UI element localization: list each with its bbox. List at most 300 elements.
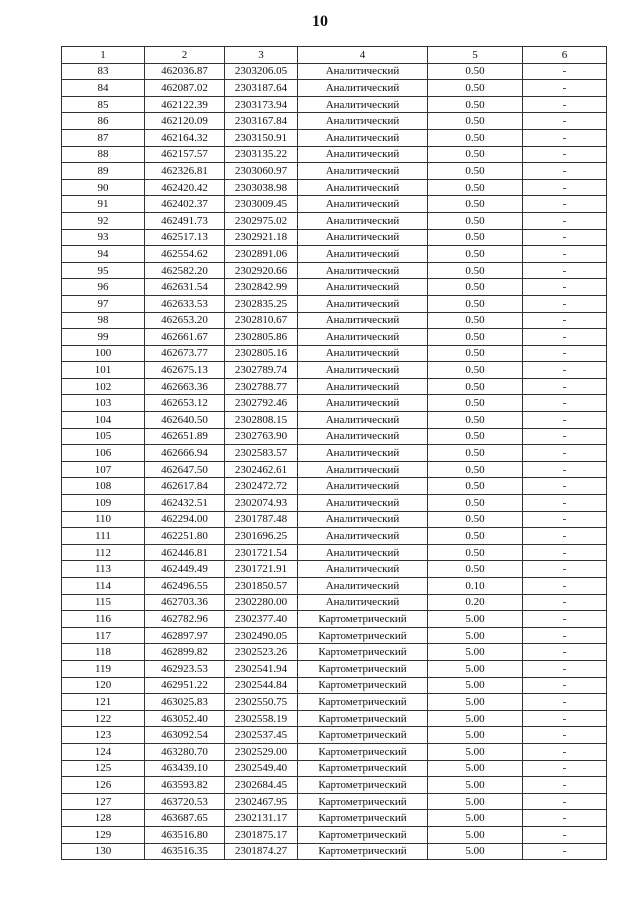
cell-y: 2302805.16	[225, 345, 298, 362]
cell-y: 2301721.91	[225, 561, 298, 578]
cell-y: 2302788.77	[225, 378, 298, 395]
cell-accuracy: 0.50	[428, 163, 523, 180]
header-cell-method: 4	[298, 47, 428, 64]
cell-x: 462120.09	[145, 113, 225, 130]
cell-point-number: 96	[62, 279, 145, 296]
cell-y: 2302074.93	[225, 495, 298, 512]
cell-method: Картометрический	[298, 644, 428, 661]
table-row	[62, 677, 607, 694]
cell-description: -	[523, 395, 607, 412]
table-row	[62, 445, 607, 462]
cell-point-number: 106	[62, 445, 145, 462]
cell-accuracy: 0.50	[428, 312, 523, 329]
cell-x: 462446.81	[145, 544, 225, 561]
cell-x: 463516.35	[145, 843, 225, 860]
cell-y: 2302808.15	[225, 412, 298, 429]
cell-accuracy: 5.00	[428, 611, 523, 628]
cell-description: -	[523, 378, 607, 395]
cell-method: Аналитический	[298, 63, 428, 80]
cell-accuracy: 0.50	[428, 345, 523, 362]
cell-accuracy: 5.00	[428, 627, 523, 644]
cell-y: 2302472.72	[225, 478, 298, 495]
table-body	[62, 63, 607, 860]
cell-method: Аналитический	[298, 129, 428, 146]
cell-description: -	[523, 163, 607, 180]
cell-method: Картометрический	[298, 826, 428, 843]
cell-method: Аналитический	[298, 378, 428, 395]
table-row	[62, 163, 607, 180]
cell-description: -	[523, 428, 607, 445]
cell-method: Картометрический	[298, 694, 428, 711]
table-row	[62, 777, 607, 794]
cell-method: Аналитический	[298, 96, 428, 113]
cell-method: Аналитический	[298, 146, 428, 163]
cell-method: Аналитический	[298, 445, 428, 462]
cell-method: Аналитический	[298, 461, 428, 478]
cell-point-number: 103	[62, 395, 145, 412]
cell-y: 2302763.90	[225, 428, 298, 445]
cell-x: 462653.20	[145, 312, 225, 329]
cell-x: 462675.13	[145, 362, 225, 379]
cell-description: -	[523, 528, 607, 545]
cell-x: 462496.55	[145, 578, 225, 595]
cell-y: 2301787.48	[225, 511, 298, 528]
cell-y: 2301850.57	[225, 578, 298, 595]
header-cell-description: 6	[523, 47, 607, 64]
table-row	[62, 660, 607, 677]
cell-y: 2302377.40	[225, 611, 298, 628]
cell-accuracy: 0.50	[428, 378, 523, 395]
header-cell-y: 3	[225, 47, 298, 64]
cell-point-number: 101	[62, 362, 145, 379]
cell-accuracy: 0.50	[428, 113, 523, 130]
cell-point-number: 84	[62, 80, 145, 97]
cell-x: 462617.84	[145, 478, 225, 495]
cell-x: 462640.50	[145, 412, 225, 429]
cell-point-number: 129	[62, 826, 145, 843]
cell-accuracy: 5.00	[428, 644, 523, 661]
header-row	[62, 47, 607, 64]
cell-point-number: 107	[62, 461, 145, 478]
cell-method: Картометрический	[298, 727, 428, 744]
cell-y: 2301696.25	[225, 528, 298, 545]
cell-accuracy: 0.50	[428, 478, 523, 495]
cell-x: 462582.20	[145, 262, 225, 279]
cell-accuracy: 0.50	[428, 129, 523, 146]
cell-method: Аналитический	[298, 329, 428, 346]
cell-x: 462897.97	[145, 627, 225, 644]
cell-accuracy: 0.50	[428, 428, 523, 445]
cell-method: Аналитический	[298, 594, 428, 611]
cell-description: -	[523, 793, 607, 810]
table-row	[62, 196, 607, 213]
cell-y: 2302975.02	[225, 212, 298, 229]
cell-y: 2303038.98	[225, 179, 298, 196]
cell-x: 463280.70	[145, 743, 225, 760]
cell-method: Картометрический	[298, 710, 428, 727]
cell-accuracy: 0.50	[428, 96, 523, 113]
cell-description: -	[523, 329, 607, 346]
cell-point-number: 108	[62, 478, 145, 495]
cell-method: Картометрический	[298, 760, 428, 777]
cell-x: 463687.65	[145, 810, 225, 827]
cell-description: -	[523, 727, 607, 744]
cell-x: 462449.49	[145, 561, 225, 578]
header-cell-point-number: 1	[62, 47, 145, 64]
cell-accuracy: 0.50	[428, 495, 523, 512]
table-row	[62, 528, 607, 545]
cell-description: -	[523, 312, 607, 329]
cell-point-number: 88	[62, 146, 145, 163]
table-row	[62, 312, 607, 329]
cell-description: -	[523, 295, 607, 312]
table-row	[62, 826, 607, 843]
cell-description: -	[523, 627, 607, 644]
table-row	[62, 627, 607, 644]
cell-accuracy: 5.00	[428, 743, 523, 760]
table-row	[62, 843, 607, 860]
cell-point-number: 99	[62, 329, 145, 346]
cell-accuracy: 0.50	[428, 179, 523, 196]
cell-point-number: 119	[62, 660, 145, 677]
cell-method: Аналитический	[298, 395, 428, 412]
cell-y: 2302549.40	[225, 760, 298, 777]
cell-description: -	[523, 63, 607, 80]
table-row	[62, 378, 607, 395]
cell-point-number: 109	[62, 495, 145, 512]
cell-point-number: 85	[62, 96, 145, 113]
cell-accuracy: 5.00	[428, 727, 523, 744]
table-row	[62, 461, 607, 478]
cell-point-number: 123	[62, 727, 145, 744]
cell-description: -	[523, 743, 607, 760]
cell-x: 462703.36	[145, 594, 225, 611]
cell-method: Картометрический	[298, 743, 428, 760]
table-row	[62, 80, 607, 97]
cell-y: 2302529.00	[225, 743, 298, 760]
cell-point-number: 124	[62, 743, 145, 760]
cell-x: 463025.83	[145, 694, 225, 711]
cell-x: 462251.80	[145, 528, 225, 545]
cell-y: 2302583.57	[225, 445, 298, 462]
cell-point-number: 110	[62, 511, 145, 528]
cell-y: 2302523.26	[225, 644, 298, 661]
cell-accuracy: 0.50	[428, 295, 523, 312]
table-row	[62, 478, 607, 495]
cell-y: 2302544.84	[225, 677, 298, 694]
cell-accuracy: 5.00	[428, 710, 523, 727]
cell-method: Аналитический	[298, 561, 428, 578]
table-row	[62, 743, 607, 760]
cell-accuracy: 0.50	[428, 196, 523, 213]
cell-accuracy: 0.50	[428, 561, 523, 578]
cell-y: 2302921.18	[225, 229, 298, 246]
table-row	[62, 578, 607, 595]
cell-x: 462661.67	[145, 329, 225, 346]
cell-description: -	[523, 826, 607, 843]
table-row	[62, 810, 607, 827]
cell-x: 462951.22	[145, 677, 225, 694]
cell-method: Картометрический	[298, 660, 428, 677]
cell-method: Аналитический	[298, 495, 428, 512]
cell-y: 2303167.84	[225, 113, 298, 130]
cell-y: 2302835.25	[225, 295, 298, 312]
cell-x: 462087.02	[145, 80, 225, 97]
cell-method: Картометрический	[298, 627, 428, 644]
cell-x: 463092.54	[145, 727, 225, 744]
cell-point-number: 94	[62, 246, 145, 263]
header-cell-accuracy: 5	[428, 47, 523, 64]
cell-point-number: 114	[62, 578, 145, 595]
table-row	[62, 511, 607, 528]
cell-accuracy: 0.50	[428, 544, 523, 561]
cell-accuracy: 0.50	[428, 362, 523, 379]
cell-description: -	[523, 196, 607, 213]
table-row	[62, 793, 607, 810]
cell-description: -	[523, 611, 607, 628]
cell-accuracy: 0.10	[428, 578, 523, 595]
table-row	[62, 179, 607, 196]
cell-method: Аналитический	[298, 428, 428, 445]
cell-method: Аналитический	[298, 163, 428, 180]
cell-y: 2302131.17	[225, 810, 298, 827]
table-row	[62, 96, 607, 113]
cell-description: -	[523, 279, 607, 296]
cell-point-number: 126	[62, 777, 145, 794]
table-row	[62, 710, 607, 727]
cell-y: 2301874.27	[225, 843, 298, 860]
cell-method: Аналитический	[298, 212, 428, 229]
cell-method: Аналитический	[298, 578, 428, 595]
cell-y: 2303173.94	[225, 96, 298, 113]
cell-method: Аналитический	[298, 196, 428, 213]
cell-point-number: 97	[62, 295, 145, 312]
cell-point-number: 95	[62, 262, 145, 279]
table-row	[62, 594, 607, 611]
cell-x: 462036.87	[145, 63, 225, 80]
cell-method: Аналитический	[298, 229, 428, 246]
cell-y: 2302280.00	[225, 594, 298, 611]
table-row	[62, 246, 607, 263]
cell-description: -	[523, 80, 607, 97]
cell-y: 2302462.61	[225, 461, 298, 478]
cell-x: 462631.54	[145, 279, 225, 296]
cell-point-number: 87	[62, 129, 145, 146]
cell-x: 462432.51	[145, 495, 225, 512]
cell-accuracy: 0.50	[428, 395, 523, 412]
table-row	[62, 760, 607, 777]
cell-point-number: 91	[62, 196, 145, 213]
cell-point-number: 98	[62, 312, 145, 329]
cell-description: -	[523, 760, 607, 777]
cell-method: Картометрический	[298, 793, 428, 810]
cell-description: -	[523, 594, 607, 611]
table-row	[62, 644, 607, 661]
cell-point-number: 89	[62, 163, 145, 180]
cell-description: -	[523, 246, 607, 263]
cell-description: -	[523, 113, 607, 130]
cell-accuracy: 0.50	[428, 528, 523, 545]
cell-accuracy: 0.50	[428, 80, 523, 97]
cell-method: Аналитический	[298, 412, 428, 429]
cell-point-number: 83	[62, 63, 145, 80]
cell-y: 2302792.46	[225, 395, 298, 412]
table-row	[62, 694, 607, 711]
cell-y: 2302684.45	[225, 777, 298, 794]
cell-method: Аналитический	[298, 345, 428, 362]
cell-point-number: 115	[62, 594, 145, 611]
cell-point-number: 92	[62, 212, 145, 229]
table-row	[62, 129, 607, 146]
cell-y: 2302842.99	[225, 279, 298, 296]
cell-y: 2303009.45	[225, 196, 298, 213]
cell-accuracy: 5.00	[428, 660, 523, 677]
cell-x: 462122.39	[145, 96, 225, 113]
cell-accuracy: 5.00	[428, 760, 523, 777]
cell-y: 2302810.67	[225, 312, 298, 329]
cell-method: Картометрический	[298, 810, 428, 827]
cell-y: 2302558.19	[225, 710, 298, 727]
cell-x: 463516.80	[145, 826, 225, 843]
cell-x: 463439.10	[145, 760, 225, 777]
cell-description: -	[523, 445, 607, 462]
cell-point-number: 125	[62, 760, 145, 777]
table-row	[62, 345, 607, 362]
cell-y: 2302891.06	[225, 246, 298, 263]
cell-accuracy: 0.50	[428, 511, 523, 528]
table-row	[62, 428, 607, 445]
cell-description: -	[523, 129, 607, 146]
cell-method: Аналитический	[298, 511, 428, 528]
cell-description: -	[523, 777, 607, 794]
cell-point-number: 120	[62, 677, 145, 694]
table-row	[62, 611, 607, 628]
table-row	[62, 295, 607, 312]
cell-description: -	[523, 544, 607, 561]
cell-x: 463720.53	[145, 793, 225, 810]
cell-x: 462673.77	[145, 345, 225, 362]
table-row	[62, 279, 607, 296]
cell-x: 462923.53	[145, 660, 225, 677]
cell-description: -	[523, 694, 607, 711]
cell-y: 2302550.75	[225, 694, 298, 711]
page-number: 10	[312, 13, 328, 30]
cell-description: -	[523, 179, 607, 196]
cell-point-number: 121	[62, 694, 145, 711]
table-row	[62, 561, 607, 578]
cell-x: 462666.94	[145, 445, 225, 462]
cell-point-number: 130	[62, 843, 145, 860]
table-row	[62, 362, 607, 379]
cell-point-number: 118	[62, 644, 145, 661]
cell-method: Аналитический	[298, 295, 428, 312]
cell-accuracy: 5.00	[428, 777, 523, 794]
table-row	[62, 329, 607, 346]
cell-y: 2303187.64	[225, 80, 298, 97]
cell-point-number: 100	[62, 345, 145, 362]
cell-description: -	[523, 495, 607, 512]
cell-method: Аналитический	[298, 279, 428, 296]
table-row	[62, 495, 607, 512]
cell-point-number: 93	[62, 229, 145, 246]
cell-x: 462491.73	[145, 212, 225, 229]
cell-description: -	[523, 212, 607, 229]
cell-method: Картометрический	[298, 843, 428, 860]
coordinates-table	[61, 46, 607, 860]
header-cell-x: 2	[145, 47, 225, 64]
cell-method: Аналитический	[298, 113, 428, 130]
cell-accuracy: 5.00	[428, 843, 523, 860]
cell-description: -	[523, 229, 607, 246]
cell-accuracy: 0.20	[428, 594, 523, 611]
cell-accuracy: 0.50	[428, 412, 523, 429]
cell-accuracy: 5.00	[428, 810, 523, 827]
cell-description: -	[523, 511, 607, 528]
cell-y: 2303206.05	[225, 63, 298, 80]
cell-accuracy: 0.50	[428, 445, 523, 462]
cell-x: 462651.89	[145, 428, 225, 445]
cell-description: -	[523, 362, 607, 379]
cell-y: 2303060.97	[225, 163, 298, 180]
cell-method: Картометрический	[298, 677, 428, 694]
cell-accuracy: 5.00	[428, 793, 523, 810]
cell-point-number: 127	[62, 793, 145, 810]
cell-description: -	[523, 146, 607, 163]
cell-x: 462420.42	[145, 179, 225, 196]
cell-accuracy: 5.00	[428, 677, 523, 694]
cell-description: -	[523, 660, 607, 677]
table-row	[62, 63, 607, 80]
cell-point-number: 116	[62, 611, 145, 628]
cell-x: 462554.62	[145, 246, 225, 263]
cell-y: 2303150.91	[225, 129, 298, 146]
cell-method: Аналитический	[298, 262, 428, 279]
cell-method: Аналитический	[298, 528, 428, 545]
cell-point-number: 113	[62, 561, 145, 578]
table-row	[62, 212, 607, 229]
cell-point-number: 112	[62, 544, 145, 561]
cell-point-number: 122	[62, 710, 145, 727]
cell-description: -	[523, 461, 607, 478]
cell-x: 462294.00	[145, 511, 225, 528]
table-row	[62, 727, 607, 744]
cell-x: 462157.57	[145, 146, 225, 163]
cell-point-number: 128	[62, 810, 145, 827]
cell-description: -	[523, 677, 607, 694]
cell-y: 2302805.86	[225, 329, 298, 346]
cell-y: 2301875.17	[225, 826, 298, 843]
cell-method: Картометрический	[298, 611, 428, 628]
cell-accuracy: 0.50	[428, 63, 523, 80]
cell-method: Аналитический	[298, 246, 428, 263]
cell-x: 462899.82	[145, 644, 225, 661]
cell-point-number: 86	[62, 113, 145, 130]
table-row	[62, 395, 607, 412]
table-row	[62, 146, 607, 163]
cell-point-number: 117	[62, 627, 145, 644]
table-row	[62, 262, 607, 279]
cell-x: 463052.40	[145, 710, 225, 727]
cell-description: -	[523, 96, 607, 113]
cell-y: 2302537.45	[225, 727, 298, 744]
cell-accuracy: 0.50	[428, 229, 523, 246]
cell-description: -	[523, 843, 607, 860]
table-row	[62, 229, 607, 246]
cell-point-number: 102	[62, 378, 145, 395]
cell-accuracy: 0.50	[428, 212, 523, 229]
cell-y: 2303135.22	[225, 146, 298, 163]
cell-description: -	[523, 578, 607, 595]
